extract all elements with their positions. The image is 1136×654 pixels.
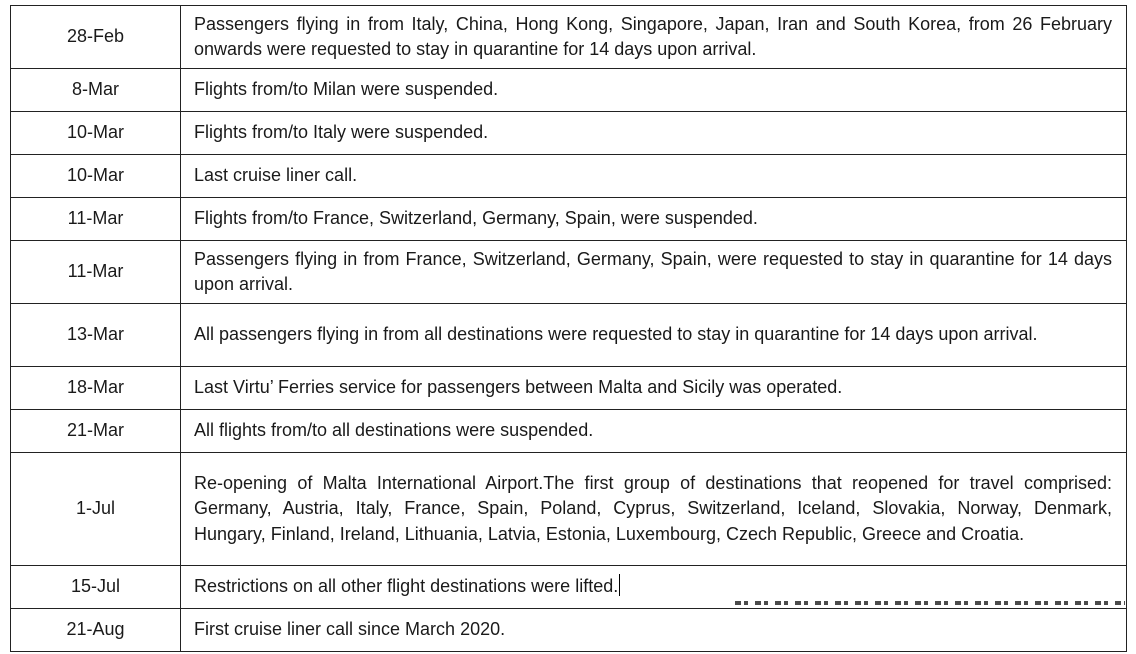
date-cell: 11-Mar [11,241,181,304]
table-row [11,155,1127,198]
date-cell: 8-Mar [11,69,181,112]
table-row [11,609,1127,652]
date-cell: 15-Jul [11,566,181,609]
date-cell: 21-Mar [11,410,181,453]
table-row [11,241,1127,304]
event-cell: Re-opening of Malta International Airport.The first group of destinations that reopened for travel comprised: Germany, Austria, Italy, France, Spain, Poland, Cyprus, Switzerland, Iceland, Slovakia, Norway, Denmark, Hungary, Finland, Ireland, Lithuania, Latvia, Estonia, Luxembourg, Czech Republic, Greece and Croatia. [181,453,1127,566]
date-cell: 13-Mar [11,304,181,367]
table-row [11,304,1127,367]
timeline-table [10,5,1127,652]
event-text: Restrictions on all other flight destinations were lifted. [194,576,619,597]
date-cell: 28-Feb [11,6,181,69]
event-cell: First cruise liner call since March 2020. [181,609,1127,652]
table-row [11,112,1127,155]
table-row [11,198,1127,241]
date-cell: 11-Mar [11,198,181,241]
event-cell: Flights from/to Milan were suspended. [181,69,1127,112]
date-cell: 21-Aug [11,609,181,652]
table-row [11,410,1127,453]
table-row [11,367,1127,410]
event-cell: Flights from/to Italy were suspended. [181,112,1127,155]
event-cell: All flights from/to all destinations were suspended. [181,410,1127,453]
event-cell: All passengers flying in from all destinations were requested to stay in quarantine for 14 days upon arrival. [181,304,1127,367]
date-cell: 1-Jul [11,453,181,566]
date-cell: 18-Mar [11,367,181,410]
date-cell: 10-Mar [11,155,181,198]
date-cell: 10-Mar [11,112,181,155]
event-cell: Passengers flying in from Italy, China, Hong Kong, Singapore, Japan, Iran and South Korea, from 26 February onwards were requested to stay in quarantine for 14 days upon arrival. [181,6,1127,69]
table-row [11,69,1127,112]
event-cell: Last Virtu’ Ferries service for passengers between Malta and Sicily was operated. [181,367,1127,410]
table-row [11,6,1127,69]
event-cell: Last cruise liner call. [181,155,1127,198]
event-cell: Passengers flying in from France, Switzerland, Germany, Spain, were requested to stay in quarantine for 14 days upon arrival. [181,241,1127,304]
scan-artifact-line [735,601,1125,605]
text-cursor [619,574,620,596]
event-cell: Flights from/to France, Switzerland, Germany, Spain, were suspended. [181,198,1127,241]
table-row [11,453,1127,566]
